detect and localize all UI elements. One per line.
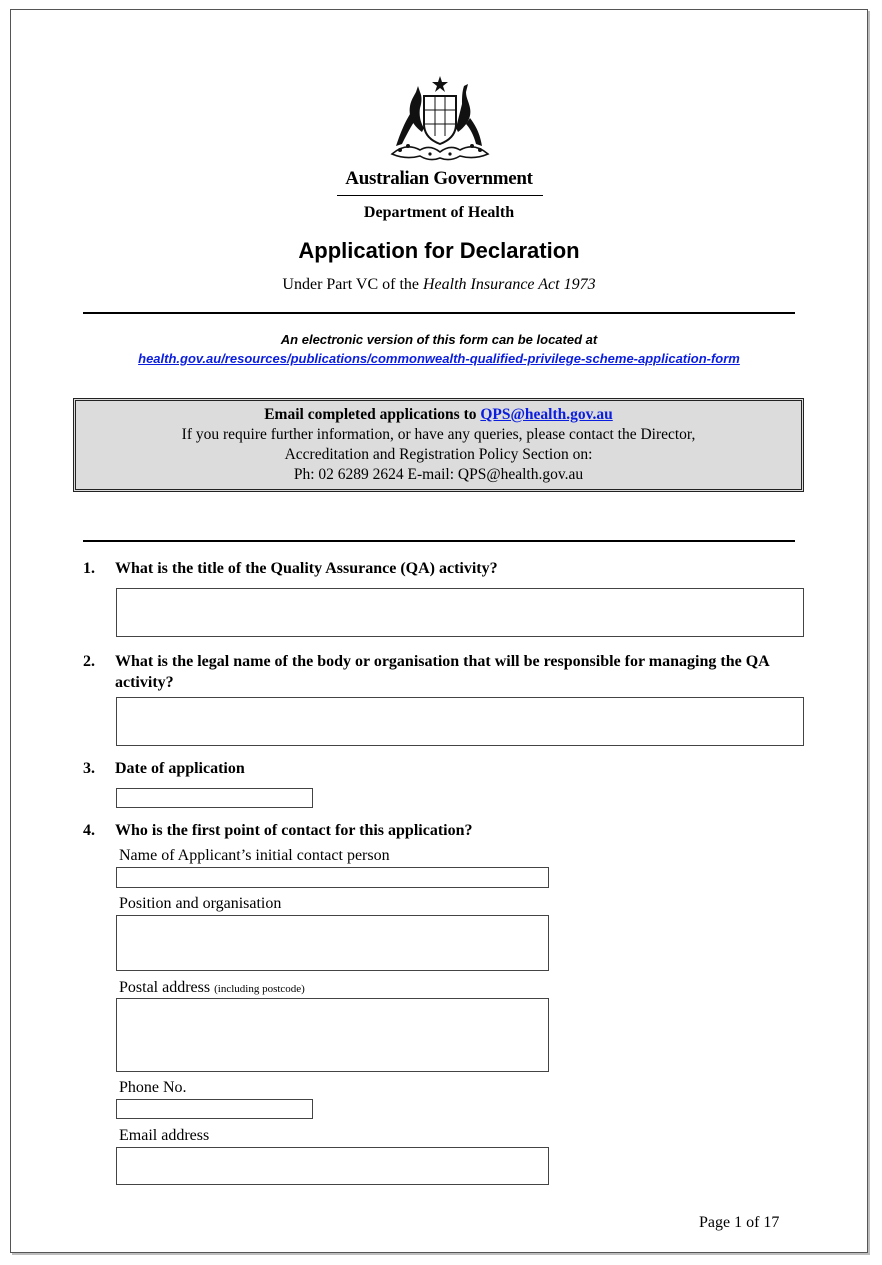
coat-of-arms-emblem [386, 74, 494, 164]
electronic-form-link[interactable]: health.gov.au/resources/publications/commonwealth-qualified-privilege-scheme-application-form [138, 351, 740, 366]
position-organisation-input[interactable] [116, 915, 549, 971]
section-divider [83, 540, 795, 542]
department-name: Department of Health [363, 204, 515, 221]
subtitle-prefix: Under Part VC of the [282, 276, 423, 293]
organisation-legal-name-input[interactable] [116, 697, 804, 746]
government-name: Australian Government [345, 168, 533, 189]
document-page: Australian Government Department of Health Application for Declaration Under Part VC of the Health Insurance Act 1973 An electronic version of this form can be located at health.gov.au/resources/publications/commonwealth-qualified-privilege-scheme-application-form Email completed applications to QPS@health.gov.au If you require further information, or have any queries, please contact the Director, Accreditation and Registration Policy Section on: Ph: 02 6289 2624 E-mail: QPS@health.gov.au 1. What is the title of the Quality Assurance (QA) activity? 2. What is the legal name of the body or organisation that will be responsible for managing the QA activity? 3. Date of application 4. Who is the first point of contact for this application? Name of Applicant’s initial contact person Position and organisation Postal address (including postcode) Phone No. Email address Page 1 of 17 [10, 9, 868, 1253]
header-divider [337, 195, 543, 196]
page-number: Page 1 of 17 [699, 1214, 780, 1231]
form-title: Application for Declaration [298, 238, 580, 263]
qa-activity-title-input[interactable] [116, 588, 804, 637]
contact-name-label: Name of Applicant’s initial contact person [119, 847, 390, 864]
contact-phone-email: Ph: 02 6289 2624 E-mail: QPS@health.gov.au [293, 466, 584, 483]
postal-address-label: Postal address (including postcode) [119, 979, 305, 996]
section-divider [83, 312, 795, 314]
contact-name-input[interactable] [116, 867, 549, 888]
application-date-input[interactable] [116, 788, 313, 808]
position-label: Position and organisation [119, 895, 282, 912]
postal-address-input[interactable] [116, 998, 549, 1072]
electronic-version-note: An electronic version of this form can be located at [280, 332, 598, 347]
contact-info-line: Accreditation and Registration Policy Section on: [284, 446, 593, 463]
contact-info-line: If you require further information, or have any queries, please contact the Director, [181, 426, 696, 443]
submission-email-link[interactable]: QPS@health.gov.au [480, 406, 613, 423]
form-subtitle [11, 276, 867, 294]
email-instruction: Email completed applications to QPS@health.gov.au [264, 406, 613, 423]
email-input[interactable] [116, 1147, 549, 1185]
email-label: Email address [119, 1127, 210, 1144]
act-name: Health Insurance Act 1973 [423, 276, 596, 293]
question-2: 2. What is the legal name of the body or organisation that will be responsible for managing the QA activity? [83, 653, 769, 691]
contact-info-box [73, 398, 804, 492]
phone-label: Phone No. [119, 1079, 187, 1096]
phone-input[interactable] [116, 1099, 313, 1119]
